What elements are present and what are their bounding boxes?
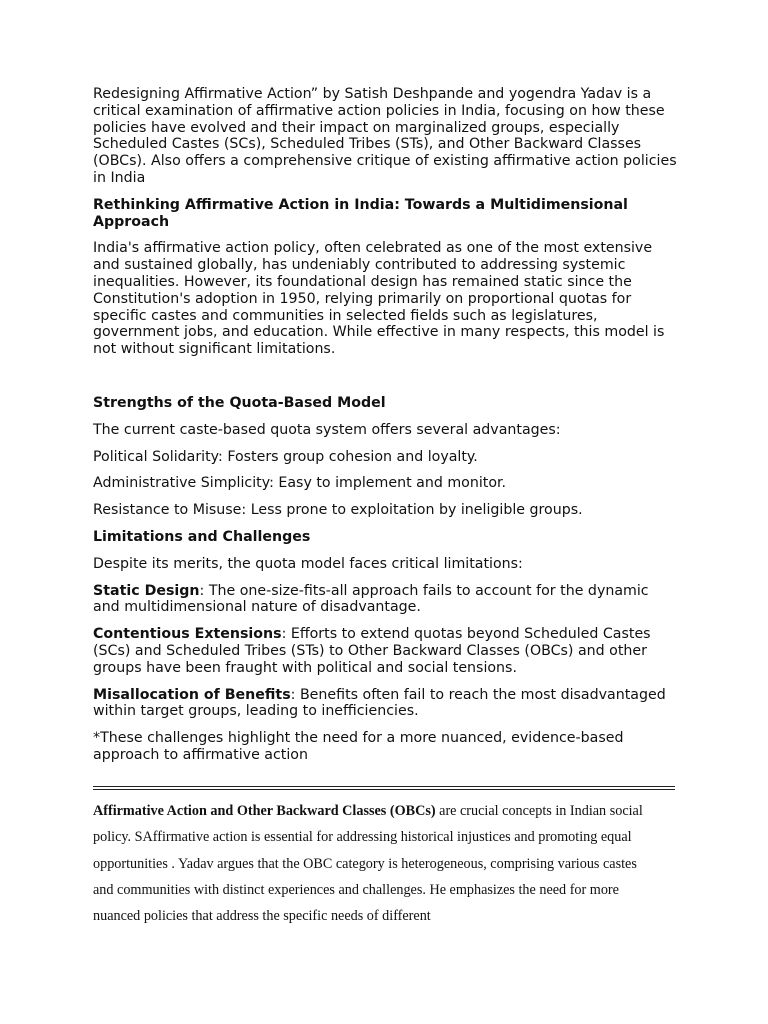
obc-bold-lead: Affirmative Action and Other Backward Classes (OBCs) [93,803,436,819]
limitation-text: : Efforts to extend quotas beyond Scheduled Castes (SCs) and Scheduled Tribes (STs) to Other Backward Classes (OBCs) and other groups have been fraught with political and social tensions. [93,626,651,676]
strength-item: Administrative Simplicity: Easy to implement and monitor. [93,475,507,492]
document-body [93,86,678,774]
intro-paragraph: Redesigning Affirmative Action” by Satish Deshpande and yogendra Yadav is a critical examination of affirmative action policies in India, focusing on how these policies have evolved and their impact on marginalized groups, especially Scheduled Castes (SCs), Scheduled Tribes (STs), and Other Backward Classes (OBCs). Also offers a comprehensive critique of existing affirmative action policies in India [93,86,677,186]
limitation-term: Misallocation of Benefits [93,686,291,703]
heading-rethinking: Rethinking Affirmative Action in India: Towards a Multidimensional Approach [93,196,628,230]
limitation-item [93,626,678,676]
conclusion-paragraph: *These challenges highlight the need for a more nuanced, evidence-based approach to affirmative action [93,730,624,763]
limitation-item [93,687,678,721]
obc-section [93,798,653,929]
limitation-text: : Benefits often fail to reach the most disadvantaged within target groups, leading to inefficiencies. [93,686,666,720]
spacer [93,368,678,395]
limitation-text: : The one-size-fits-all approach fails to account for the dynamic and multidimensional nature of disadvantage. [93,582,649,616]
limitation-term: Contentious Extensions [93,626,282,643]
strengths-intro: The current caste-based quota system offers several advantages: [93,421,561,438]
paragraph-policy-overview: India's affirmative action policy, often celebrated as one of the most extensive and sustained globally, has undeniably contributed to addressing systemic inequalities. However, its foundational design has remained static since the Constitution's adoption in 1950, relying primarily on proportional quotas for specific castes and communities in selected fields such as legislatures, government jobs, and education. While effective in many respects, this model is not without significant limitations. [93,240,665,358]
strength-item: Resistance to Misuse: Less prone to exploitation by ineligible groups. [93,502,583,519]
limitation-term: Static Design [93,582,200,599]
heading-strengths: Strengths of the Quota-Based Model [93,394,386,411]
heading-limitations: Limitations and Challenges [93,528,311,545]
obc-text: are crucial concepts in Indian social policy. SAffirmative action is essential for addressing historical injustices and promoting equal opportunities . Yadav argues that the OBC category is heterogeneous, comprising various castes and communities with distinct experiences and challenges. He emphasizes the need for more nuanced policies that address the specific needs of different [93,803,643,925]
double-rule-divider [93,786,675,790]
limitation-item [93,583,678,617]
limitations-intro: Despite its merits, the quota model faces critical limitations: [93,555,523,572]
strength-item: Political Solidarity: Fosters group cohesion and loyalty. [93,448,478,465]
